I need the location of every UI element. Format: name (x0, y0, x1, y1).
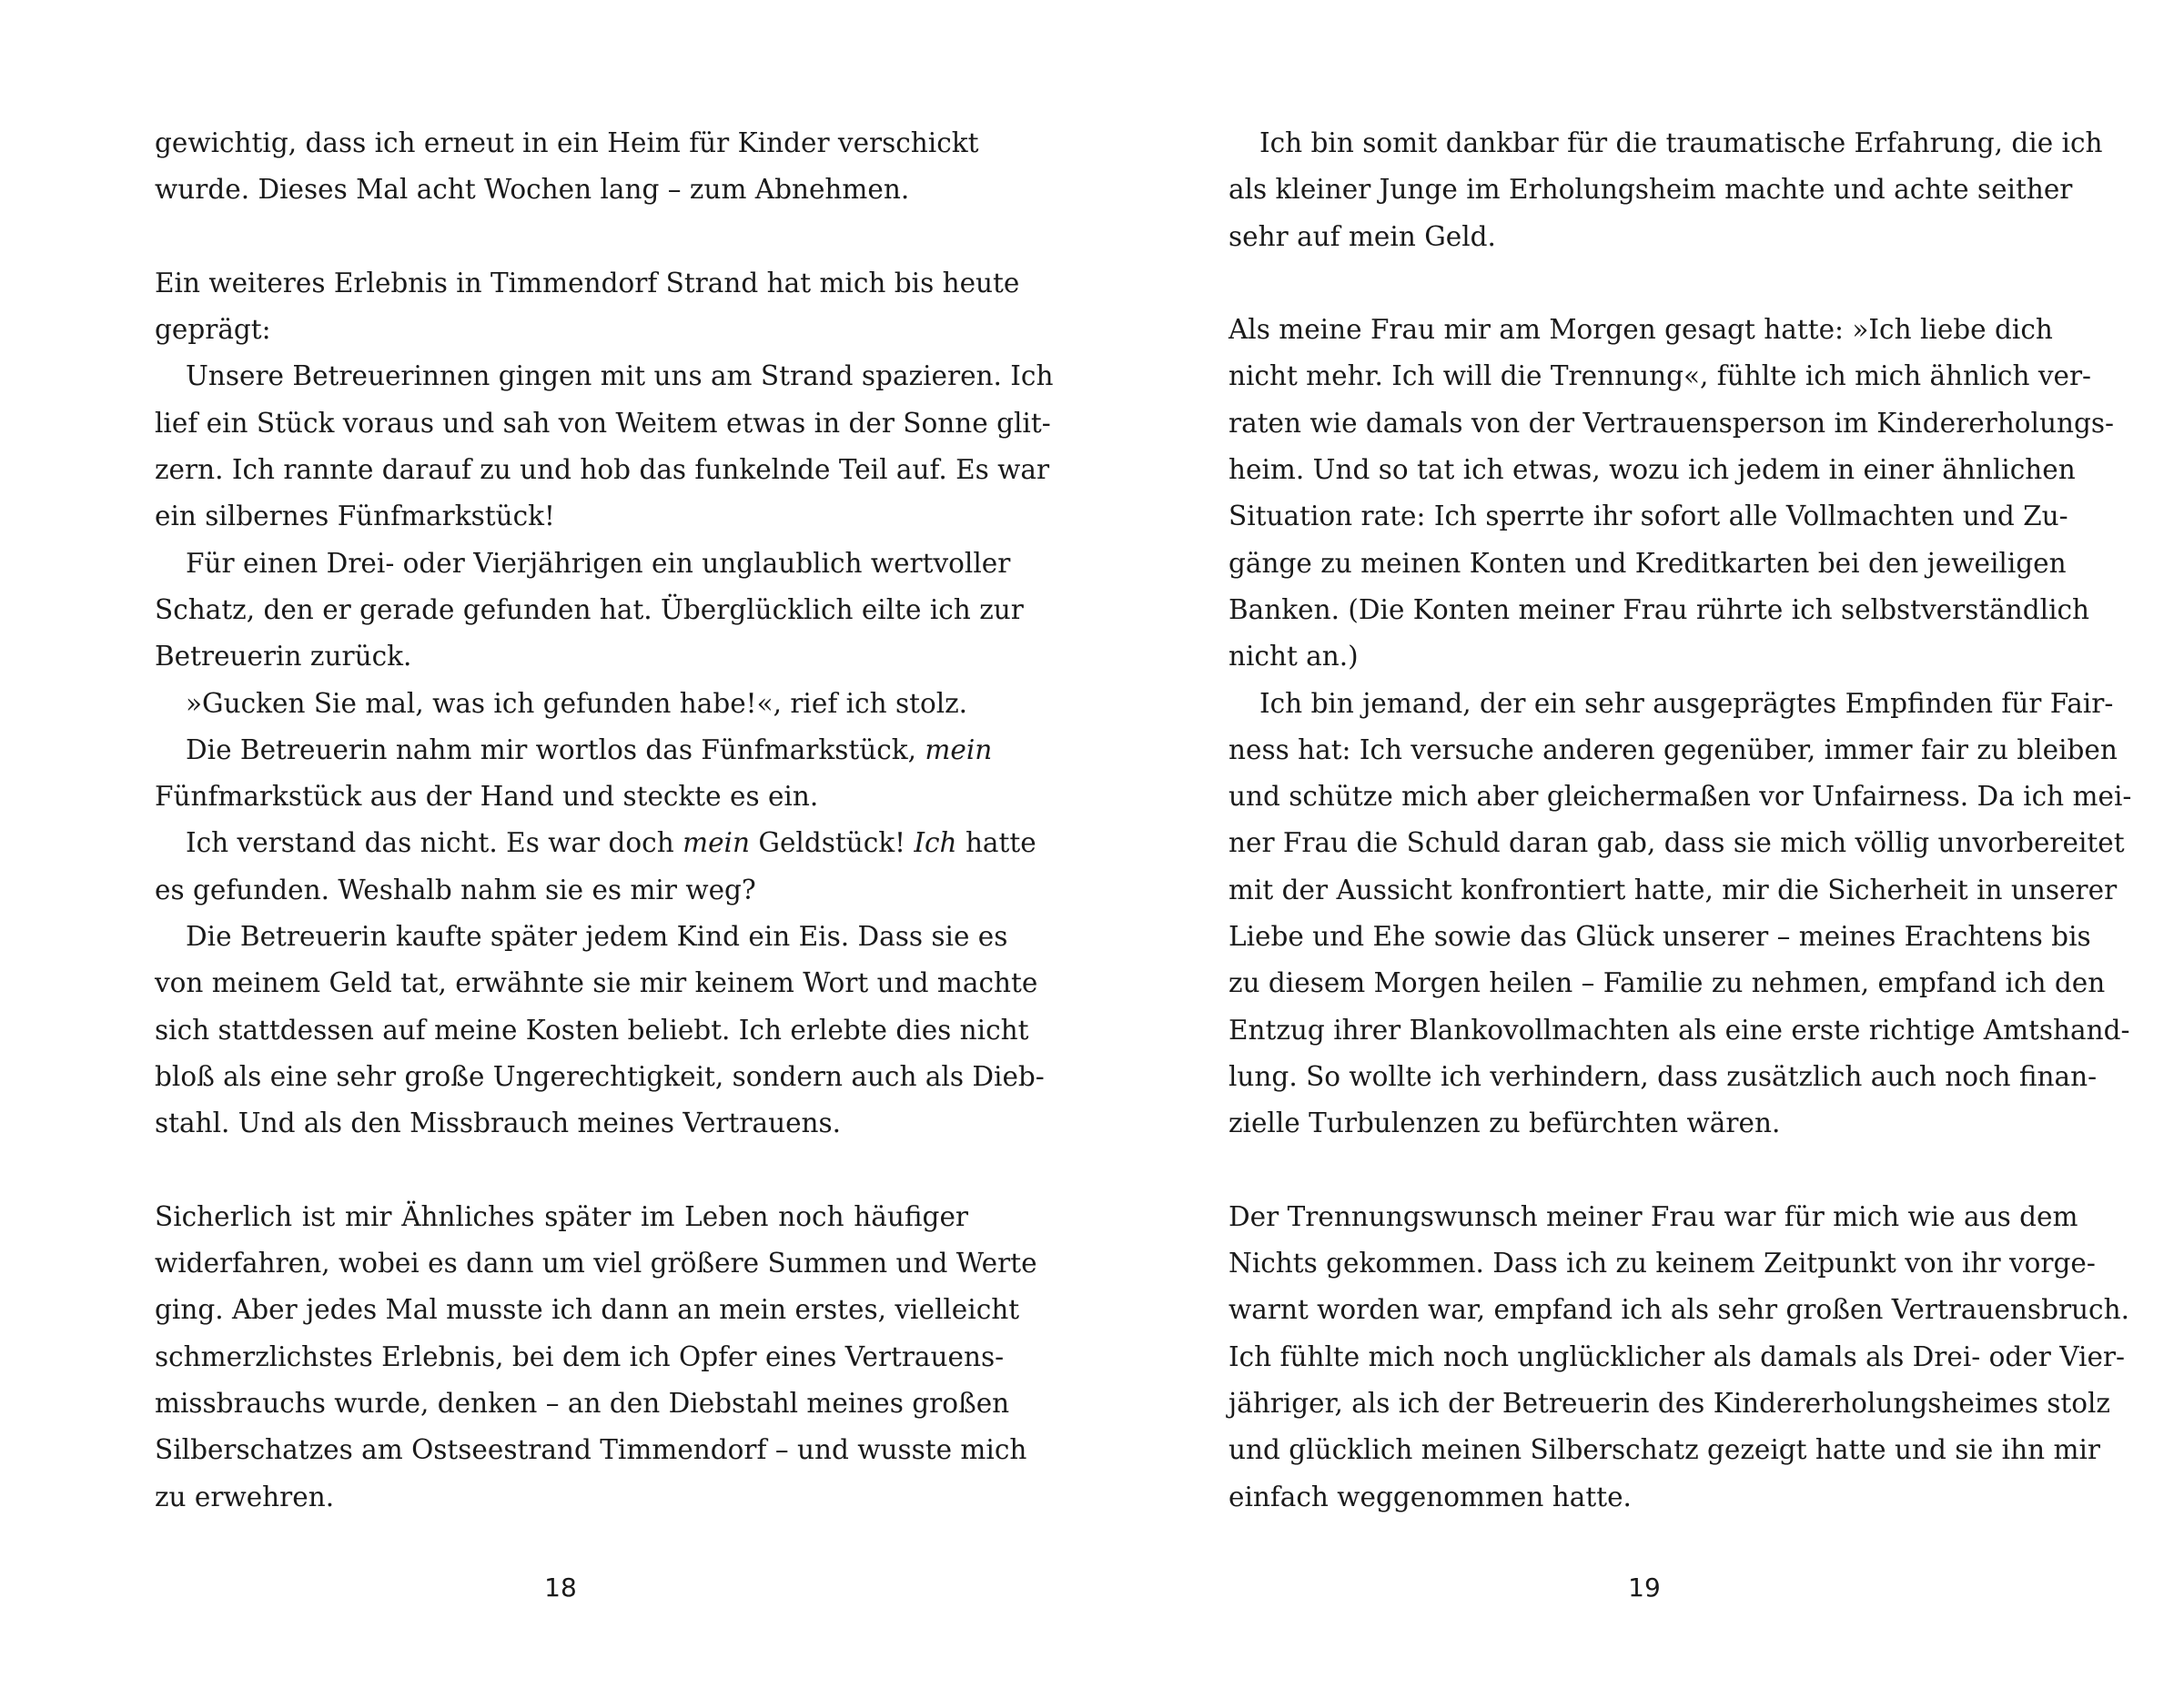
section-break (155, 214, 968, 260)
text-line: sehr auf mein Geld. (1228, 220, 1496, 252)
text-run-italic: mein (925, 733, 993, 765)
right-page (1092, 0, 2184, 1699)
text-line: Als meine Frau mir am Morgen gesagt hatte: »Ich liebe dich (1228, 314, 2053, 346)
text-line: lief ein Stück voraus und sah von Weitem etwas in der Sonne glit- (155, 407, 1051, 439)
text-line: Unsere Betreuerinnen gingen mit uns am Strand spazieren. Ich (186, 360, 1054, 392)
text-line: Ein weiteres Erlebnis in Timmendorf Strand hat mich bis heute (155, 267, 1020, 298)
text-line (155, 820, 1036, 866)
text-line: ness hat: Ich versuche anderen gegenüber, immer fair zu bleiben (1228, 733, 2118, 765)
text-line: jähriger, als ich der Betreuerin des Kindererholungsheimes stolz (1228, 1388, 2110, 1420)
text-line: Die Betreuerin kaufte später jedem Kind ein Eis. Dass sie es (186, 921, 1008, 953)
page-number: 18 (544, 1573, 577, 1603)
text-line: stahl. Und als den Missbrauch meines Vertrauens. (155, 1107, 842, 1139)
text-line: Ich bin jemand, der ein sehr ausgeprägtes Empfinden für Fair- (1259, 687, 2114, 719)
text-line: ging. Aber jedes Mal musste ich dann an mein erstes, vielleicht (155, 1294, 1020, 1326)
text-run: hatte (965, 827, 1036, 859)
text-line: wurde. Dieses Mal acht Wochen lang – zum Abnehmen. (155, 174, 910, 206)
text-line: Sicherlich ist mir Ähnliches später im Leben noch häufiger (155, 1200, 968, 1232)
text-run-italic: mein (682, 827, 750, 859)
text-line: Silberschatzes am Ostseestrand Timmendorf – und wusste mich (155, 1434, 1027, 1466)
text-line: nicht mehr. Ich will die Trennung«, fühlte ich mich ähnlich ver- (1228, 360, 2092, 392)
text-line: Schatz, den er gerade gefunden hat. Überglücklich eilte ich zur (155, 593, 1024, 625)
text-run: Ich verstand das nicht. Es war doch (186, 827, 674, 859)
text-line: missbrauchs wurde, denken – an den Diebstahl meines großen (155, 1388, 1010, 1420)
text-line: warnt worden war, empfand ich als sehr großen Vertrauensbruch. (1228, 1294, 2129, 1326)
text-line (155, 727, 993, 774)
text-line: Liebe und Ehe sowie das Glück unserer – meines Erachtens bis (1228, 921, 2091, 953)
right-page-text (1228, 120, 2132, 1521)
text-run: Geldstück! (758, 827, 905, 859)
text-line: zu erwehren. (155, 1481, 335, 1512)
text-line: Situation rate: Ich sperrte ihr sofort alle Vollmachten und Zu- (1228, 501, 2068, 532)
text-run: Die Betreuerin nahm mir wortlos das Fünfmarkstück, (186, 733, 917, 765)
text-line: zu diesem Morgen heilen – Familie zu nehmen, empfand ich den (1228, 967, 2106, 999)
text-line: Nichts gekommen. Dass ich zu keinem Zeitpunkt von ihr vorge- (1228, 1248, 2096, 1279)
text-line: ein silbernes Fünfmarkstück! (155, 501, 555, 532)
text-line: Ich fühlte mich noch unglücklicher als damals als Drei- oder Vier- (1228, 1340, 2125, 1372)
text-line: Ich bin somit dankbar für die traumatische Erfahrung, die ich (1259, 127, 2103, 158)
text-line: und schütze mich aber gleichermaßen vor Unfairness. Da ich mei- (1228, 781, 2132, 813)
text-line: schmerzlichstes Erlebnis, bei dem ich Opfer eines Vertrauens- (155, 1340, 1005, 1372)
text-line: ner Frau die Schuld daran gab, dass sie mich völlig unvorbereitet (1228, 827, 2125, 859)
text-line: Betreuerin zurück. (155, 641, 412, 673)
text-line: zern. Ich rannte darauf zu und hob das funkelnde Teil auf. Es war (155, 454, 1050, 486)
text-line: raten wie damals von der Vertrauensperson im Kindererholungs- (1228, 407, 2114, 439)
section-break (155, 1148, 968, 1194)
section-break (1228, 260, 2042, 307)
text-line: bloß als eine sehr große Ungerechtigkeit, sondern auch als Dieb- (155, 1060, 1045, 1092)
text-line: widerfahren, wobei es dann um viel größere Summen und Werte (155, 1248, 1037, 1279)
text-line: gewichtig, dass ich erneut in ein Heim für Kinder verschickt (155, 127, 979, 158)
left-page-text (155, 120, 1054, 1521)
text-line: es gefunden. Weshalb nahm sie es mir weg? (155, 874, 756, 905)
text-line: sich stattdessen auf meine Kosten beliebt. Ich erlebte dies nicht (155, 1014, 1029, 1046)
text-line: von meinem Geld tat, erwähnte sie mir keinem Wort und machte (155, 967, 1038, 999)
text-line: gänge zu meinen Konten und Kreditkarten bei den jeweiligen (1228, 547, 2067, 579)
text-line: und glücklich meinen Silberschatz gezeigt hatte und sie ihn mir (1228, 1434, 2101, 1466)
section-break (1228, 1148, 2042, 1194)
text-line: Für einen Drei- oder Vierjährigen ein unglaublich wertvoller (186, 547, 1011, 579)
text-line: als kleiner Junge im Erholungsheim machte und achte seither (1228, 174, 2073, 206)
text-line: Fünfmarkstück aus der Hand und steckte es ein. (155, 781, 819, 813)
text-line: Entzug ihrer Blankovollmachten als eine erste richtige Amtshand- (1228, 1014, 2130, 1046)
text-line: »Gucken Sie mal, was ich gefunden habe!«, rief ich stolz. (186, 687, 968, 719)
text-line: lung. So wollte ich verhindern, dass zusätzlich auch noch finan- (1228, 1060, 2098, 1092)
text-line: Der Trennungswunsch meiner Frau war für mich wie aus dem (1228, 1200, 2078, 1232)
text-line: zielle Turbulenzen zu befürchten wären. (1228, 1107, 1781, 1139)
text-line: geprägt: (155, 314, 271, 346)
text-run-italic: Ich (914, 827, 957, 859)
text-line: mit der Aussicht konfrontiert hatte, mir die Sicherheit in unserer (1228, 874, 2118, 905)
text-line: nicht an.) (1228, 641, 1359, 673)
page-number: 19 (1628, 1573, 1661, 1603)
text-line: Banken. (Die Konten meiner Frau rührte ich selbstverständlich (1228, 593, 2090, 625)
text-line: heim. Und so tat ich etwas, wozu ich jedem in einer ähnlichen (1228, 454, 2076, 486)
text-line: einfach weggenommen hatte. (1228, 1481, 1632, 1512)
